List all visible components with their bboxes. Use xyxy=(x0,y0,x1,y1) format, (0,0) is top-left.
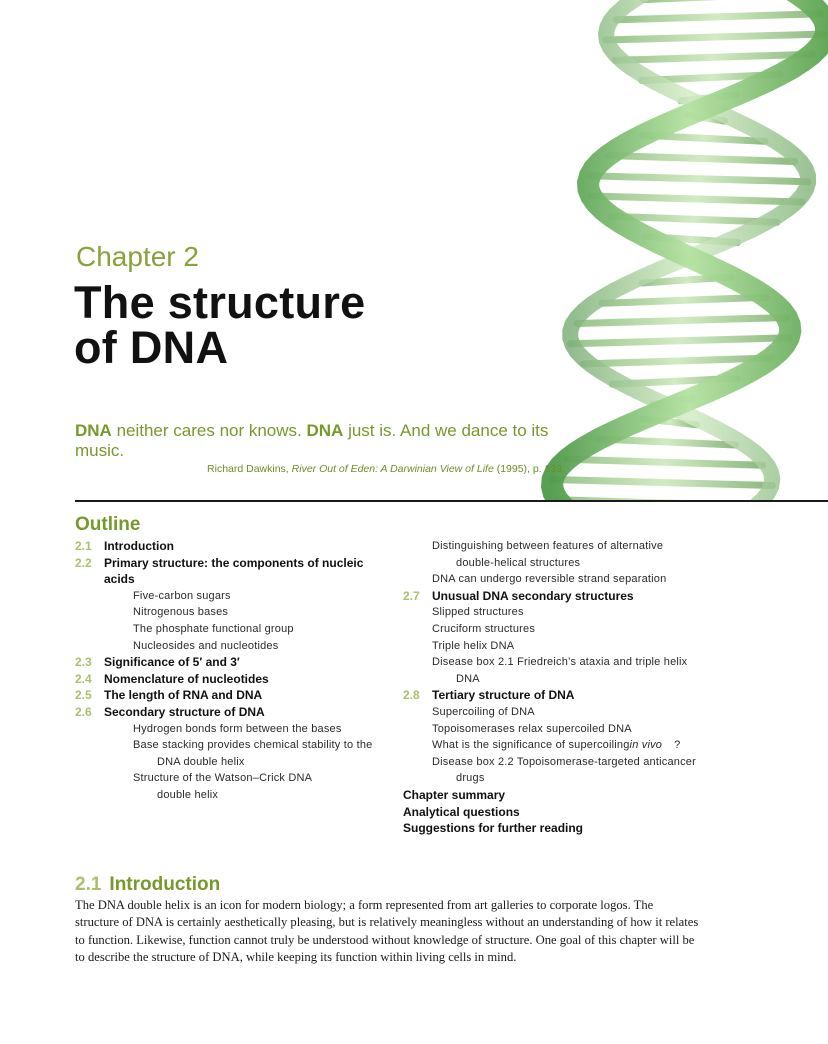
outline-item-text: Triple helix DNA xyxy=(432,639,515,652)
outline-subitem xyxy=(75,638,395,655)
outline-section xyxy=(75,538,395,555)
outline-section-number: 2.8 xyxy=(403,688,420,703)
outline-item-text: Nitrogenous bases xyxy=(133,606,229,619)
intro-heading-text: Introduction xyxy=(109,874,221,895)
helix-base-pair xyxy=(553,480,773,486)
outline-heading: Outline xyxy=(75,514,141,535)
helix-base-pair xyxy=(590,176,808,182)
outline-item-text: Hydrogen bonds form between the bases xyxy=(133,722,342,735)
outline-section-number: 2.7 xyxy=(403,588,420,603)
section-divider xyxy=(75,500,828,502)
outline-subitem xyxy=(75,588,395,605)
intro-section-number: 2.1 xyxy=(75,874,102,895)
outline-item-text: Disease box 2.2 Topoisomerase-targeted anticancer xyxy=(432,755,696,768)
outline-item-continuation: DNA xyxy=(456,672,480,685)
outline-section-number: 2.3 xyxy=(75,655,92,670)
chapter-title-line-1: The structure xyxy=(74,277,366,328)
outline-item-text: Five-carbon sugars xyxy=(133,589,231,602)
outline-subitem xyxy=(75,721,395,738)
outline-item-text: Suggestions for further reading xyxy=(403,821,584,836)
outline-item-text: Base stacking provides chemical stability to the xyxy=(133,739,373,752)
outline-right-column xyxy=(403,538,733,837)
outline-item-text: DNA can undergo reversible strand separation xyxy=(432,573,667,586)
outline-item-text: Structure of the Watson–Crick DNA xyxy=(133,772,313,785)
outline-subitem xyxy=(75,737,395,770)
outline-item-continuation: double-helical structures xyxy=(456,556,581,569)
outline-section-title: Nomenclature of nucleotides xyxy=(104,671,269,686)
outline-subitem xyxy=(403,538,733,571)
outline-section-title: Introduction xyxy=(104,539,174,553)
helix-base-pair xyxy=(602,297,766,303)
outline-item-text: Analytical questions xyxy=(403,804,520,819)
outline-section-number: 2.4 xyxy=(75,671,92,686)
outline-section xyxy=(75,704,395,721)
outline-item-continuation: drugs xyxy=(456,772,485,785)
outline-subitem xyxy=(403,604,733,621)
helix-base-pair xyxy=(608,156,795,162)
outline-item-text: What is the significance of supercoiling xyxy=(432,739,630,752)
outline-item-continuation: double helix xyxy=(157,788,219,801)
outline-section xyxy=(403,588,733,605)
outline-section-title: Primary structure: the components of nucleic acids xyxy=(104,555,364,587)
chapter-title-line-2: of DNA xyxy=(74,322,229,373)
outline-item-text: Nucleosides and nucleotides xyxy=(133,639,279,652)
outline-item-suffix: ? xyxy=(674,739,681,752)
helix-base-pair xyxy=(615,54,812,60)
outline-section xyxy=(75,555,395,588)
outline-item-text: Cruciform structures xyxy=(432,622,536,635)
helix-base-pair xyxy=(570,338,788,344)
epigraph-quote: DNA neither cares nor knows. DNA just is. And we dance to its music. xyxy=(75,421,549,460)
outline-subitem xyxy=(75,621,395,638)
outline-item-continuation: DNA double helix xyxy=(157,755,245,768)
outline-subitem xyxy=(403,721,733,738)
outline-section-number: 2.5 xyxy=(75,688,92,703)
epigraph-attribution: Richard Dawkins, River Out of Eden: A Darwinian View of Life (1995), p. 133. xyxy=(207,463,565,475)
chapter-title xyxy=(74,277,366,373)
outline-section-title: Unusual DNA secondary structures xyxy=(432,588,634,603)
outline-item-text: Topoisomerases relax supercoiled DNA xyxy=(432,722,632,735)
helix-base-pair xyxy=(567,459,762,465)
outline-section-title: Secondary structure of DNA xyxy=(104,704,265,719)
outline-item-text: Supercoiling of DNA xyxy=(432,705,535,718)
outline-section xyxy=(75,654,395,671)
outline-left-column xyxy=(75,538,395,804)
outline-section-title: Significance of 5′ and 3′ xyxy=(104,655,240,670)
outline-section-number: 2.2 xyxy=(75,555,92,570)
outline-section-title: Tertiary structure of DNA xyxy=(432,688,575,703)
outline-section-number: 2.6 xyxy=(75,704,92,719)
outline-section-number: 2.1 xyxy=(75,539,92,553)
outline-end-item xyxy=(403,820,733,837)
outline-item-text: Slipped structures xyxy=(432,606,524,619)
intro-heading xyxy=(75,874,220,896)
intro-paragraph: The DNA double helix is an icon for modern biology; a form represented from art galleries to corporate logos. The structure of DNA is certainly aesthetically pleasing, but is relatively meaningless without an understanding of how it relates to function. Likewise, function cannot truly be understood without knowledge of structure. One goal of this chapter will be to describe the structure of DNA, while keeping its function within living cells in mind. xyxy=(75,898,699,965)
helix-base-pair xyxy=(591,196,802,202)
outline-section xyxy=(75,671,395,688)
outline-subitem xyxy=(75,604,395,621)
outline-section xyxy=(403,687,733,704)
outline-subitem xyxy=(403,654,733,687)
outline-section xyxy=(75,687,395,704)
outline-subitem xyxy=(403,737,733,754)
outline-subitem xyxy=(403,638,733,655)
epigraph xyxy=(75,421,575,475)
outline-item-text: The phosphate functional group xyxy=(133,622,294,635)
outline-item-italic: in vivo xyxy=(629,739,663,752)
chapter-label: Chapter 2 xyxy=(76,241,199,272)
outline-end-item xyxy=(403,804,733,821)
outline-subitem xyxy=(403,754,733,787)
outline-subitem xyxy=(403,571,733,588)
outline-item-text: Disease box 2.1 Friedreich’s ataxia and triple helix xyxy=(432,656,688,669)
outline-section-title: The length of RNA and DNA xyxy=(104,688,263,703)
helix-base-pair xyxy=(606,34,826,40)
helix-base-pair xyxy=(616,14,820,20)
outline-end-item xyxy=(403,787,733,804)
outline-subitem xyxy=(403,704,733,721)
outline-item-text: Distinguishing between features of alternative xyxy=(432,540,664,552)
outline-item-text: Chapter summary xyxy=(403,787,506,802)
outline-subitem xyxy=(75,770,395,803)
outline-subitem xyxy=(403,621,733,638)
helix-base-pair xyxy=(577,318,787,324)
